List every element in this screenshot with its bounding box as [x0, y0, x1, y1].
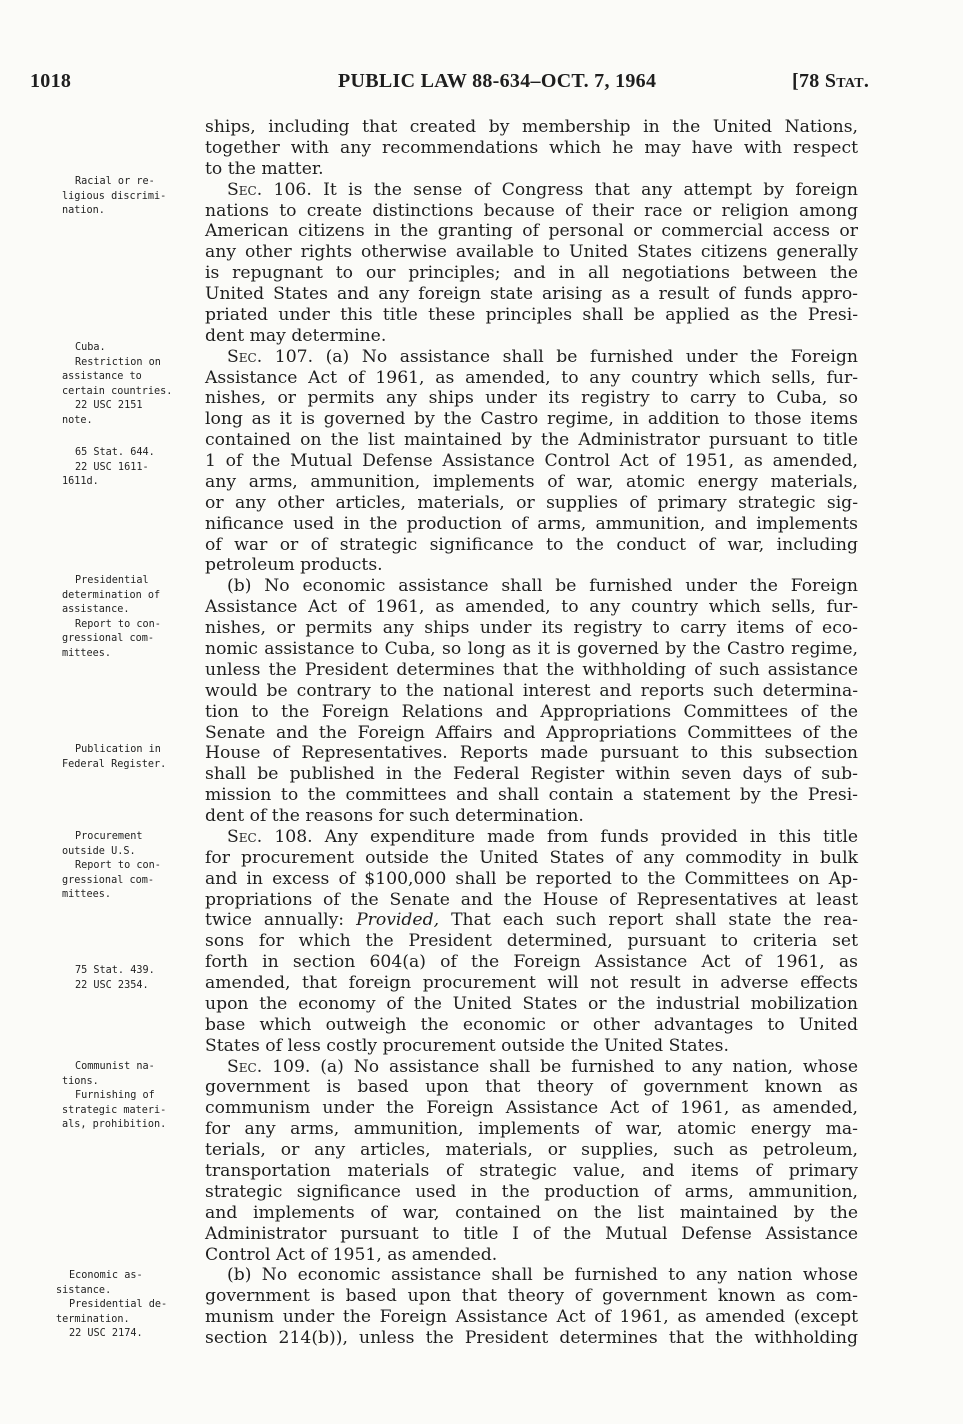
body-line — [205, 409, 858, 429]
text-run: together with any recommendations which he may have with respect — [205, 137, 858, 158]
body-line — [205, 764, 858, 784]
statute-volume — [792, 70, 869, 93]
body-line — [205, 430, 858, 450]
text-run: of war or of strategic significance to the conduct of war, including — [205, 534, 858, 555]
body-line — [205, 910, 858, 930]
text-run: for procurement outside the United States of any commodity in bulk — [205, 847, 858, 868]
note-line: Report to con- — [75, 618, 161, 630]
body-line — [205, 1224, 858, 1244]
note-line: 22 USC 1611- — [75, 461, 149, 473]
text-run: any other rights otherwise available to United States citizens generally — [205, 242, 858, 263]
note-line: Presidential de- — [69, 1299, 168, 1311]
text-run: 107. (a) No assistance shall be furnished under the Foreign — [262, 346, 858, 367]
body-line — [205, 1307, 858, 1327]
text-run: and in excess of $100,000 shall be reported to the Committees on Ap- — [205, 868, 858, 889]
text-run: unless the President determines that the withholding of such assistance — [205, 659, 858, 680]
text-run: long as it is governed by the Castro regime, in addition to those items — [205, 409, 858, 430]
body-line — [205, 221, 858, 241]
body-line — [227, 180, 858, 200]
body-line — [205, 1182, 858, 1202]
note-line: Cuba. — [75, 342, 106, 353]
section-label: Sec. — [227, 179, 263, 200]
body-line — [205, 1036, 858, 1056]
text-run: strategic significance used in the production of arms, ammunition, — [205, 1181, 858, 1202]
body-line — [205, 1119, 858, 1139]
margin-note-racial-discrimination — [62, 175, 166, 219]
body-line — [205, 952, 858, 972]
body-line — [205, 451, 858, 471]
text-run: contained on the list maintained by the Administrator pursuant to title — [205, 430, 858, 451]
body-line — [205, 1203, 858, 1223]
text-run: for any arms, ammunition, implements of war, atomic energy ma- — [205, 1119, 858, 1140]
text-run: section 214(b)), unless the President determines that the withholding — [205, 1328, 858, 1349]
note-line: 75 Stat. 439. — [75, 965, 155, 976]
note-line: Report to con- — [75, 860, 161, 872]
note-line: 65 Stat. 644. — [75, 447, 155, 458]
note-line: gressional com- — [62, 874, 155, 886]
body-line — [205, 973, 858, 993]
italic-run: Provided, — [356, 910, 440, 931]
body-line — [205, 242, 858, 262]
statute-prefix: [78 — [792, 70, 825, 92]
margin-note-economic-assistance — [56, 1269, 167, 1342]
text-run: nificance used in the production of arms, ammunition, and implements — [205, 513, 858, 534]
body-line — [205, 1245, 858, 1265]
body-line — [205, 284, 858, 304]
margin-note-65-stat-644 — [62, 446, 155, 490]
body-line — [227, 1057, 858, 1077]
note-line: Racial or re- — [75, 176, 155, 187]
margin-note-75-stat-439 — [62, 964, 155, 993]
margin-note-communist-nations — [62, 1060, 166, 1133]
text-run: ships, including that created by membership in the United Nations, — [205, 117, 858, 137]
text-run: any arms, ammunition, implements of war, atomic energy materials, — [205, 471, 858, 492]
note-line: Communist na- — [75, 1061, 155, 1072]
body-line — [205, 785, 858, 805]
body-line — [205, 514, 858, 534]
body-line — [205, 890, 858, 910]
body-line — [205, 806, 858, 826]
note-line: gressional com- — [62, 633, 155, 645]
text-run: States of less costly procurement outside the United States. — [205, 1035, 729, 1056]
text-run: shall be published in the Federal Register within seven days of sub- — [205, 764, 858, 785]
body-line — [205, 848, 858, 868]
text-run: and implements of war, contained on the list maintained by the — [205, 1202, 858, 1223]
text-run: 108. Any expenditure made from funds provided in this title — [262, 826, 858, 847]
note-line: assistance to — [62, 371, 142, 383]
text-run: Assistance Act of 1961, as amended, to any country which sells, fur- — [205, 597, 858, 618]
body-line — [227, 827, 858, 847]
note-line: tions. — [62, 1075, 99, 1087]
text-run: would be contrary to the national interest and reports such determina- — [205, 680, 858, 701]
body-line — [205, 869, 858, 889]
running-title: PUBLIC LAW 88-634–OCT. 7, 1964 — [338, 70, 657, 92]
note-line: sistance. — [56, 1284, 112, 1296]
body-line — [205, 117, 858, 137]
note-line: Publication in — [75, 744, 161, 755]
body-line — [205, 702, 858, 722]
text-run: dent may determine. — [205, 325, 387, 346]
section-label: Sec. — [227, 1056, 263, 1077]
note-line: note. — [62, 414, 93, 426]
text-run: House of Representatives. Reports made pursuant to this subsection — [205, 743, 858, 764]
page-number: 1018 — [30, 70, 72, 92]
text-run: or any other articles, materials, or supplies of primary strategic sig- — [205, 492, 858, 513]
margin-note-cuba — [62, 341, 172, 429]
text-run: (b) No economic assistance shall be furnished to any nation whose — [227, 1265, 858, 1286]
text-run: (b) No economic assistance shall be furnished under the Foreign — [227, 576, 858, 597]
body-line — [205, 326, 858, 346]
body-line — [205, 1015, 858, 1035]
text-run: communism under the Foreign Assistance Act of 1961, as amended, — [205, 1098, 858, 1119]
body-line — [205, 597, 858, 617]
body-line — [205, 159, 858, 179]
text-run: forth in section 604(a) of the Foreign Assistance Act of 1961, as — [205, 952, 858, 973]
text-run: Administrator pursuant to title I of the Mutual Defense Assistance — [205, 1223, 858, 1244]
note-line: 1611d. — [62, 476, 99, 488]
body-line — [205, 263, 858, 283]
body-line — [205, 681, 858, 701]
text-run: Control Act of 1951, as amended. — [205, 1244, 498, 1265]
text-run: nishes, or permits any ships under its registry to carry to Cuba, so — [205, 388, 858, 409]
text-run: nomic assistance to Cuba, so long as it is governed by the Castro regime, — [205, 639, 858, 659]
body-line — [205, 1077, 858, 1097]
body-line — [205, 1161, 858, 1181]
text-run: is repugnant to our principles; and in all negotiations between the — [205, 263, 858, 284]
body-line — [205, 555, 858, 575]
note-line: Presidential — [75, 575, 149, 586]
note-line: 22 USC 2354. — [75, 979, 149, 991]
body-line — [205, 493, 858, 513]
note-line: mittees. — [62, 889, 112, 901]
text-run: government is based upon that theory of government known as — [205, 1077, 858, 1098]
body-line — [205, 994, 858, 1014]
body-line — [205, 1286, 858, 1306]
margin-note-presidential-determination — [62, 574, 161, 662]
section-label: Sec. — [227, 826, 263, 847]
note-line: termination. — [56, 1313, 130, 1325]
note-line: 22 USC 2151 — [75, 400, 143, 412]
text-run: twice annually: — [205, 910, 357, 931]
note-line: als, prohibition. — [62, 1119, 167, 1131]
section-label: Sec. — [227, 346, 263, 367]
body-line — [227, 576, 858, 596]
note-line: Economic as- — [69, 1270, 143, 1281]
body-line — [205, 618, 858, 638]
text-run: 109. (a) No assistance shall be furnished to any nation, whose — [262, 1056, 858, 1077]
text-run: United States and any foreign state arising as a result of funds appro- — [205, 284, 858, 305]
margin-note-procurement — [62, 830, 161, 903]
note-line: ligious discrimi- — [62, 190, 167, 202]
text-run: priated under this title these principles shall be applied as the Presi- — [205, 304, 858, 325]
note-line: certain countries. — [62, 385, 173, 397]
body-line — [205, 535, 858, 555]
text-run: nishes, or permits any ships under its registry to carry items of eco- — [205, 618, 858, 639]
note-line: determination of — [62, 589, 161, 601]
body-line — [205, 368, 858, 388]
note-line: Procurement — [75, 831, 143, 842]
text-run: base which outweigh the economic or other advantages to United — [205, 1014, 858, 1035]
body-line — [227, 1265, 858, 1285]
text-run: government is based upon that theory of government known as com- — [205, 1286, 858, 1307]
text-run: propriations of the Senate and the House of Representatives at least — [205, 889, 858, 910]
body-line — [205, 305, 858, 325]
text-run: That each such report shall state the rea- — [439, 910, 858, 931]
body-line — [205, 723, 858, 743]
text-run: sons for which the President determined, pursuant to criteria set — [205, 931, 858, 952]
body-line — [205, 388, 858, 408]
text-run: to the matter. — [205, 158, 324, 179]
body-line — [205, 1328, 858, 1348]
body-line — [227, 347, 858, 367]
body-line — [205, 743, 858, 763]
note-line: nation. — [62, 205, 105, 217]
body-line — [205, 660, 858, 680]
note-line: Restriction on — [75, 356, 161, 368]
body-line — [205, 201, 858, 221]
note-line: outside U.S. — [62, 845, 136, 857]
text-run: tion to the Foreign Relations and Appropriations Committees of the — [205, 701, 858, 722]
text-run: Senate and the Foreign Affairs and Appropriations Committees of the — [205, 722, 858, 743]
body-line — [205, 1098, 858, 1118]
text-run: petroleum products. — [205, 555, 383, 576]
note-line: strategic materi- — [62, 1104, 167, 1116]
text-run: mission to the committees and shall contain a statement by the Presi- — [205, 785, 858, 806]
body-line — [205, 138, 858, 158]
note-line: assistance. — [62, 604, 130, 616]
text-run: amended, that foreign procurement will not result in adverse effects — [205, 973, 858, 994]
margin-note-publication — [62, 743, 166, 772]
text-run: transportation materials of strategic value, and items of primary — [205, 1161, 858, 1181]
text-run: dent of the reasons for such determination. — [205, 806, 584, 827]
text-run: 1 of the Mutual Defense Assistance Control Act of 1951, as amended, — [205, 451, 858, 472]
statute-word: Stat. — [824, 70, 870, 92]
text-run: American citizens in the granting of personal or commercial access or — [205, 221, 858, 242]
text-run: 106. It is the sense of Congress that any attempt by foreign — [262, 179, 858, 200]
text-run: Assistance Act of 1961, as amended, to any country which sells, fur- — [205, 367, 858, 388]
body-line — [205, 472, 858, 492]
note-line: Furnishing of — [75, 1090, 155, 1102]
text-run: nations to create distinctions because of their race or religion among — [205, 200, 858, 221]
body-line — [205, 639, 858, 659]
note-line: Federal Register. — [62, 758, 167, 770]
text-run: upon the economy of the United States or the industrial mobilization — [205, 993, 858, 1014]
text-run: terials, or any articles, materials, or supplies, such as petroleum, — [205, 1140, 858, 1161]
text-run: munism under the Foreign Assistance Act of 1961, as amended (except — [205, 1307, 858, 1328]
note-line: 22 USC 2174. — [69, 1328, 143, 1340]
body-line — [205, 1140, 858, 1160]
note-line: mittees. — [62, 647, 112, 659]
body-line — [205, 931, 858, 951]
